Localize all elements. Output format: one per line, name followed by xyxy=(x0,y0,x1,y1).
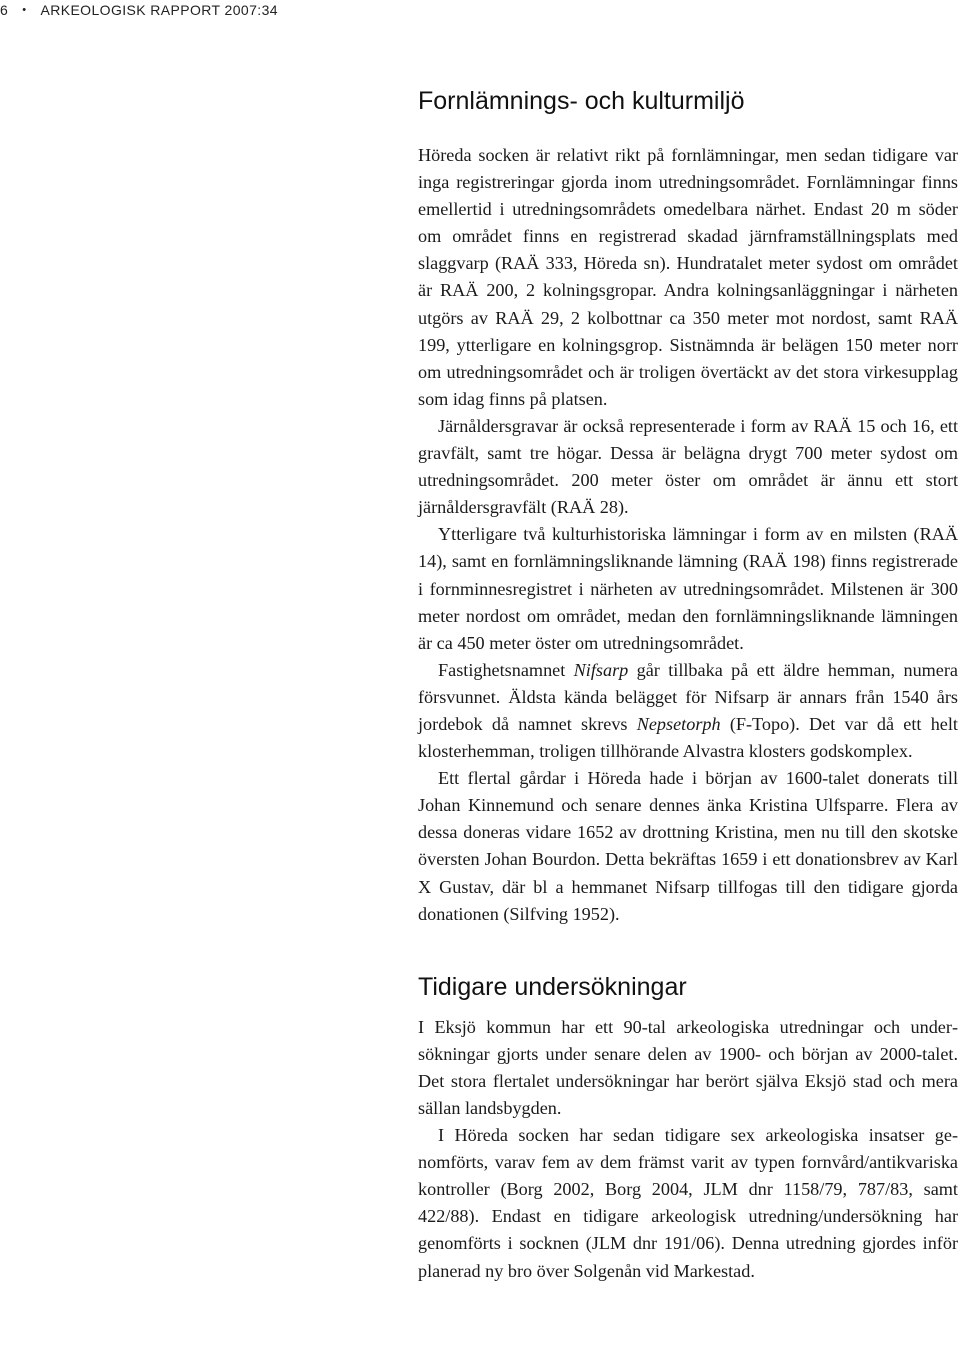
paragraph xyxy=(418,657,958,765)
text-run: går tillbaka på ett äldre hemman, numera försvunnet. Äldsta kända belägget för Nifsarp är annars från 1540 års jordebok då namnet skrevs xyxy=(418,659,959,734)
running-title: ARKEOLOGISK RAPPORT 2007:34 xyxy=(40,2,278,18)
text-run: (F-Topo). Det var då ett helt klosterhemman, troligen tillhörande Alvastra klosters godskomplex. xyxy=(418,713,958,762)
place-name-italic: Nifsarp xyxy=(573,659,629,680)
section-fornlamnings xyxy=(418,82,958,928)
section-heading: Fornlämnings- och kulturmiljö xyxy=(418,87,745,115)
main-content xyxy=(418,82,958,1285)
paragraph: Ytterligare två kulturhistoriska lämningar i form av en milsten (RAÄ 14), samt en fornlämningsliknande lämning (RAÄ 198) finns registrerade i fornminnesregistret i närheten av utredningsområdet. Milstenen är 300 meter nordost om området, medan den fornlämningsliknande lämningen är ca 450 meter öster om utredningsområdet. xyxy=(418,524,958,653)
paragraph: I Höreda socken har sedan tidigare sex arkeologiska insatser genomförts, varav fem av dem främst varit av typen fornvård/antikvariska kontroller (Borg 2002, Borg 2004, JLM dnr 1158/79, 787/83, samt 422/88). Endast en tidigare arkeologisk utredning/undersökning har genomförts i socknen (JLM dnr 191/06). Denna utredning gjordes inför planerad ny bro över Solgenån vid Markestad. xyxy=(418,1125,958,1281)
paragraph: Järnåldersgravar är också representerade i form av RAÄ 15 och 16, ett gravfält, samt tre högar. Dessa är belägna drygt 700 meter sydost om utredningsområdet. 200 meter öster om området är ännu ett stort järnåldersgravfält (RAÄ 28). xyxy=(418,415,958,518)
paragraph: Höreda socken är relativt rikt på fornlämningar, men sedan tidigare var inga registreringar gjorda inom utredningsområdet. Fornlämningar finns emellertid i utredningsområdets omedelbara närhet. Endast 20 m söder om området finns en registrerad skadad järnframställningsplats med slaggvarp (RAÄ 333, Höreda sn). Hundratalet meter sydost om området är RAÄ 200, 2 kolningsgropar. Andra kolningsanläggningar i närheten utgörs av RAÄ 29, 2 kolbottnar ca 350 meter mot nordost, samt RAÄ 199, ytterligare en kolningsgrop. Sistnämnda är belägen 150 meter norr om utredningsområdet och är troligen övertäckt av det stora virkesupplag som idag finns på platsen. xyxy=(418,145,958,409)
paragraph: I Eksjö kommun har ett 90-tal arkeologiska utredningar och undersökningar gjorts under senare delen av 1900- och början av 2000-talet. Det stora flertalet undersökningar har berört själva Eksjö stad och mera sällan landsbygden. xyxy=(418,1016,958,1118)
bullet-separator: • xyxy=(22,4,27,16)
section-heading: Tidigare undersökningar xyxy=(418,972,687,1001)
section-tidigare xyxy=(418,968,958,1285)
text-run: Fastighetsnamnet xyxy=(438,659,574,680)
running-header xyxy=(0,0,278,20)
paragraph: Ett flertal gårdar i Höreda hade i början av 1600-talet donerats till Johan Kinnemund och senare dennes änka Kristina Ulfsparre. Flera av dessa doneras vidare 1652 av drottning Kristina, men nu till den skotske översten Johan Bourdon. Detta bekräftas 1659 i ett donationsbrev av Karl X Gustav, där bl a hemmanet Nifsarp tillfogas till den tidigare gjorda donationen (Silfving 1952). xyxy=(418,768,958,924)
page-number: 6 xyxy=(0,2,9,18)
place-name-italic: Nepsetorph xyxy=(636,713,721,734)
